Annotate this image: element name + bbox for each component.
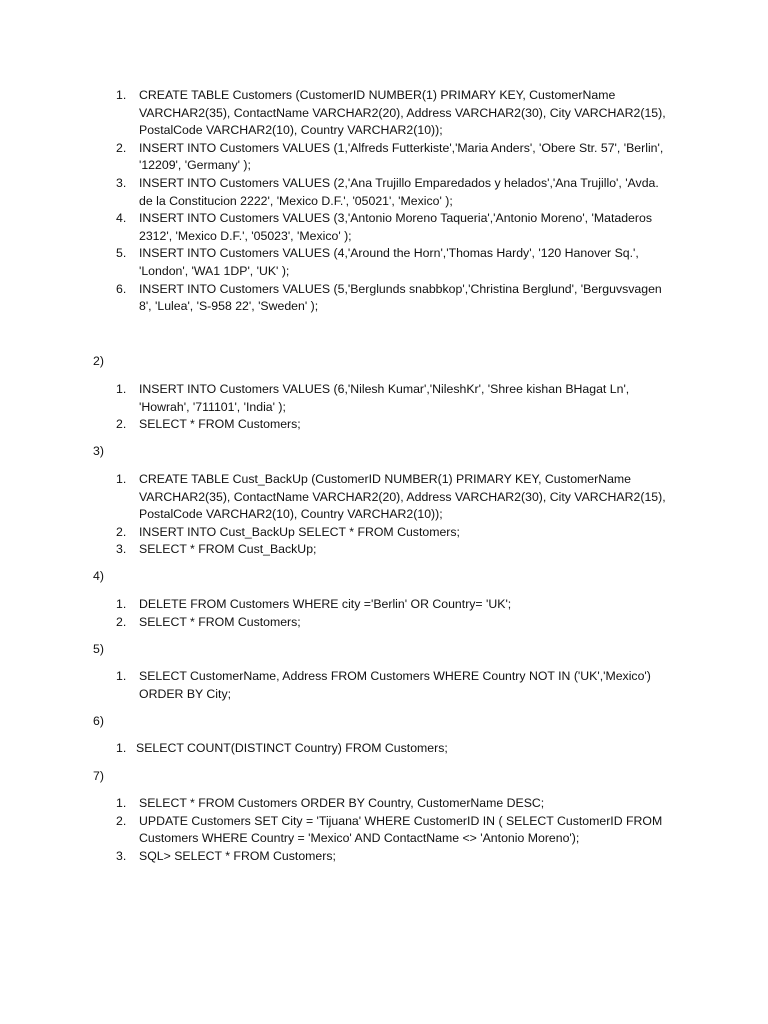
item-number: 1. — [116, 88, 127, 102]
item-number: 1. — [116, 796, 127, 810]
item-number: 3. — [116, 848, 127, 863]
item-number: 4. — [116, 211, 127, 226]
list-item — [0, 140, 674, 175]
item-number: 2. — [116, 614, 127, 629]
item-number: 1. — [116, 472, 127, 486]
item-text: SELECT CustomerName, Address FROM Customers WHERE Country NOT IN ('UK','Mexico') ORDER BY City; — [139, 669, 651, 701]
item-number: 2. — [116, 524, 127, 539]
list-item — [0, 740, 671, 758]
item-text: DELETE FROM Customers WHERE city ='Berlin' OR Country= 'UK'; — [139, 597, 512, 611]
item-number: 3. — [116, 175, 127, 190]
list-item — [0, 471, 674, 524]
item-text: INSERT INTO Customers VALUES (3,'Antonio Moreno Taqueria','Antonio Moreno', 'Mataderos 2312', 'Mexico D.F.', '05023', 'Mexico' ); — [139, 211, 652, 243]
section-label: 3) — [93, 444, 104, 458]
item-number: 5. — [116, 246, 127, 261]
item-text: SELECT * FROM Customers; — [139, 417, 301, 432]
section-3-list — [0, 471, 768, 559]
item-number: 1. — [116, 669, 127, 683]
item-text: INSERT INTO Customers VALUES (1,'Alfreds Futterkiste','Maria Anders', 'Obere Str. 57', 'Berlin', '12209', 'Germany' ); — [139, 140, 664, 173]
list-item — [0, 596, 674, 614]
section-label: 5) — [93, 642, 104, 656]
item-text: SELECT * FROM Customers ORDER BY Country, CustomerName DESC; — [139, 796, 545, 810]
item-number: 1. — [116, 597, 127, 611]
item-text: INSERT INTO Customers VALUES (6,'Nilesh Kumar','NileshKr', 'Shree kishan BHagat Ln', 'Howrah', '711101', 'India' ); — [139, 382, 630, 414]
item-text: CREATE TABLE Cust_BackUp (CustomerID NUMBER(1) PRIMARY KEY, CustomerName VARCHAR2(35), ContactName VARCHAR2(20), Address VARCHAR2(30), City VARCHAR2(15), PostalCode VARCHAR2(10), Country VARCHAR2(10)); — [139, 472, 666, 522]
section-label: 4) — [93, 569, 104, 583]
list-item — [0, 210, 674, 245]
list-item — [0, 848, 674, 866]
item-number: 2. — [116, 417, 127, 432]
list-item — [0, 245, 674, 280]
list-item — [0, 668, 674, 703]
item-text: SELECT COUNT(DISTINCT Country) FROM Customers; — [136, 741, 448, 755]
section-5-list — [0, 668, 768, 703]
list-item — [0, 416, 674, 434]
item-text: INSERT INTO Customers VALUES (2,'Ana Trujillo Emparedados y helados','Ana Trujillo', 'Avda. de la Constitucion 2222', 'Mexico D.F.', '05021', 'Mexico' ); — [139, 175, 659, 208]
item-number: 3. — [116, 542, 127, 557]
list-item — [0, 381, 674, 416]
list-item — [0, 281, 674, 316]
item-number: 1. — [116, 741, 127, 755]
section-4-list — [0, 596, 768, 631]
item-number: 2. — [116, 140, 127, 155]
item-number: 6. — [116, 281, 127, 296]
item-text: CREATE TABLE Customers (CustomerID NUMBER(1) PRIMARY KEY, CustomerName VARCHAR2(35), ContactName VARCHAR2(20), Address VARCHAR2(30), City VARCHAR2(15), PostalCode VARCHAR2(10), Country VARCHAR2(10)); — [139, 88, 666, 138]
list-item — [0, 87, 674, 140]
item-text: SELECT * FROM Customers; — [139, 614, 301, 629]
section-label: 6) — [93, 714, 104, 728]
item-number: 2. — [116, 813, 127, 828]
section-6-list — [0, 740, 768, 758]
list-item — [0, 614, 674, 632]
section-label: 2) — [93, 354, 104, 368]
item-number: 1. — [116, 382, 127, 396]
list-item — [0, 524, 674, 542]
item-text: SELECT * FROM Cust_BackUp; — [139, 542, 317, 557]
section-2-list — [0, 381, 768, 434]
list-item — [0, 175, 674, 210]
list-item — [0, 541, 674, 559]
section-label: 7) — [93, 769, 104, 783]
item-text: UPDATE Customers SET City = 'Tijuana' WHERE CustomerID IN ( SELECT CustomerID FROM Customers WHERE Country = 'Mexico' AND ContactName <> 'Antonio Moreno'); — [139, 813, 663, 846]
section-1-list — [0, 87, 768, 316]
list-item — [0, 795, 674, 813]
item-text: INSERT INTO Cust_BackUp SELECT * FROM Customers; — [139, 524, 460, 539]
section-7-list — [0, 795, 768, 865]
item-text: SQL> SELECT * FROM Customers; — [139, 848, 336, 863]
list-item — [0, 813, 674, 848]
item-text: INSERT INTO Customers VALUES (4,'Around the Horn','Thomas Hardy', '120 Hanover Sq.', 'London', 'WA1 1DP', 'UK' ); — [139, 246, 639, 278]
item-text: INSERT INTO Customers VALUES (5,'Berglunds snabbkop','Christina Berglund', 'Berguvsvagen 8', 'Lulea', 'S-958 22', 'Sweden' ); — [139, 281, 662, 314]
